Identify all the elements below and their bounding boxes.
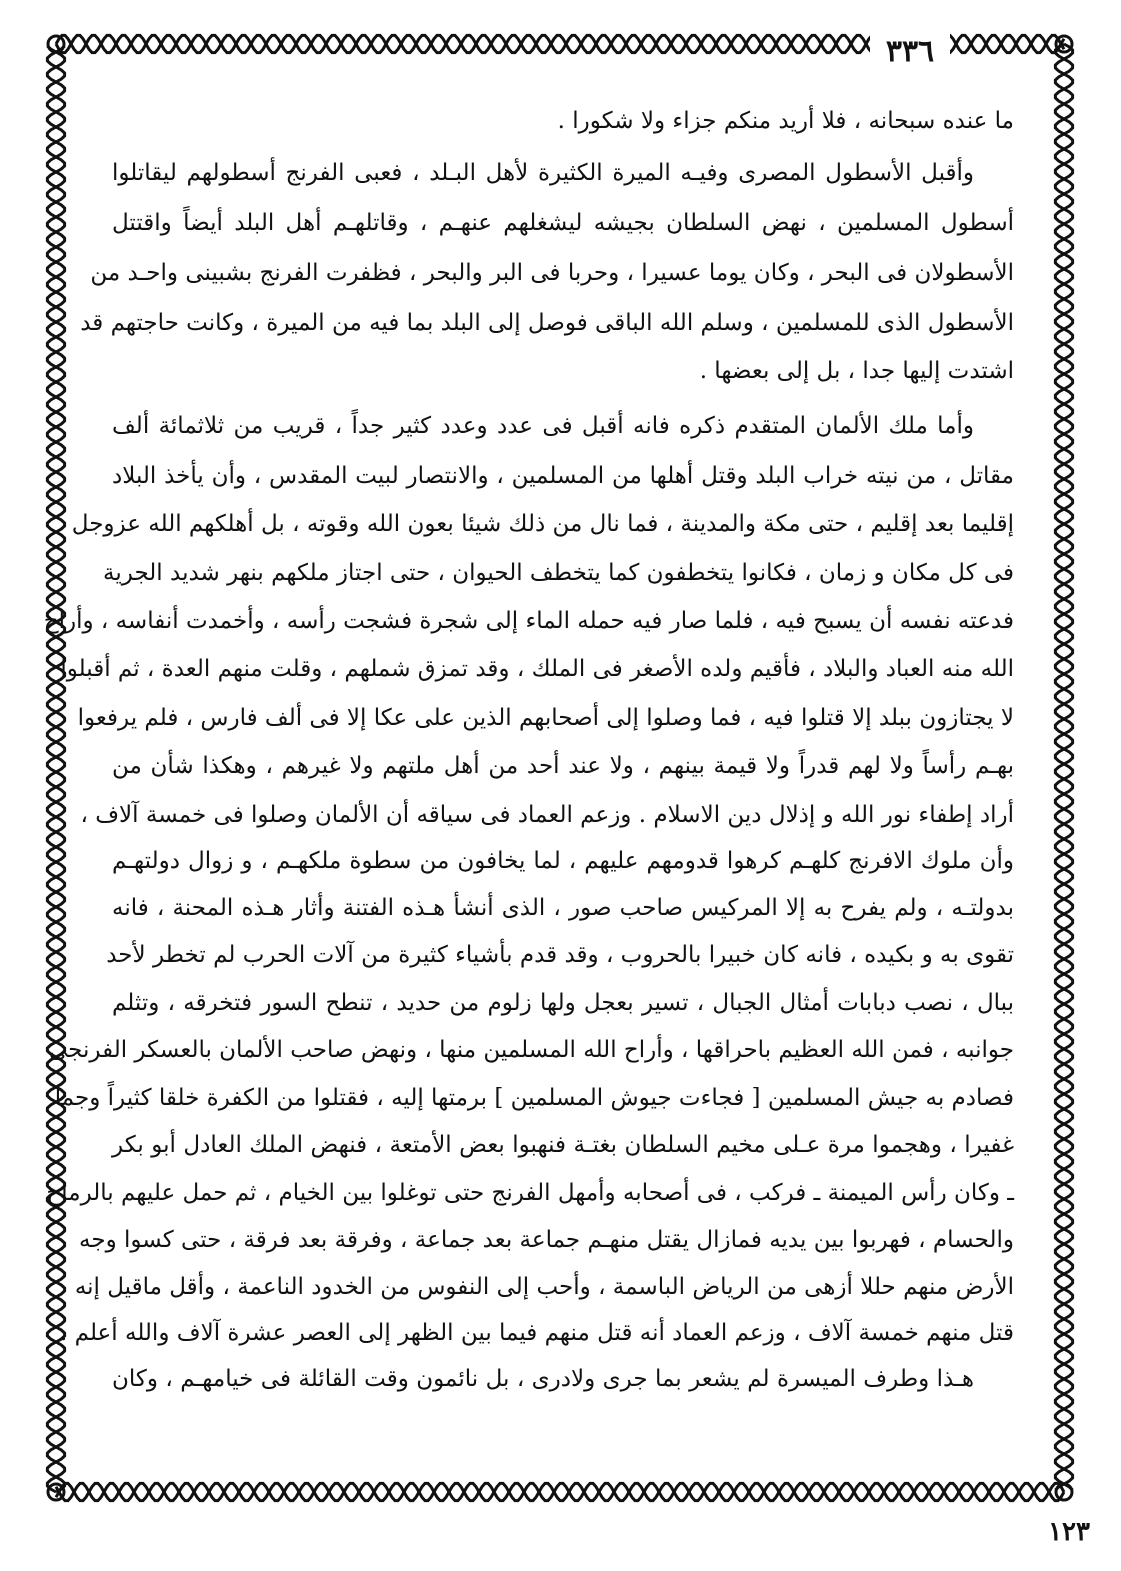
text-line: غفيرا ، وهجموا مرة عـلى مخيم السلطان بغتـة فنهبوا بعض الأمتعة ، فنهض الملك العادل أبو بكر	[112, 1132, 1014, 1158]
text-line: أراد إطفاء نور الله و إذلال دين الاسلام . وزعم العماد فى سياقه أن الألمان وصلوا فى خمسة آلاف ،	[80, 802, 1014, 828]
text-line: الأسطول الذى للمسلمين ، وسلم الله الباقى فوصل إلى البلد بما فيه من الميرة ، وكانت حاجتهم قد	[80, 310, 1014, 336]
text-line: ببال ، نصب دبابات أمثال الجبال ، تسير بعجل ولها زلوم من حديد ، تنطح السور فتخرقه ، وتثلم	[112, 990, 1014, 1016]
main-text	[43, 100, 1014, 1450]
text-line: ما عنده سبحانه ، فلا أريد منكم جزاء ولا شكورا .	[557, 108, 1014, 134]
text-line: فدعته نفسه أن يسبح فيه ، فلما صار فيه حمله الماء إلى شجرة فشجت رأسه ، وأخمدت أنفاسه ، وأراح	[43, 608, 1014, 634]
text-line: وأما ملك الألمان المتقدم ذكره فانه أقبل فى عدد وعدد كثير جداً ، قريب من ثلاثمائة ألف	[112, 413, 974, 439]
text-line: تقوى به و بكيده ، فانه كان خبيرا بالحروب ، وقد قدم بأشياء كثيرة من آلات الحرب لم تخطر لأحد	[106, 942, 1014, 968]
text-line: اشتدت إليها جدا ، بل إلى بعضها .	[699, 358, 1014, 384]
text-line: الأسطولان فى البحر ، وكان يوما عسيرا ، وحربا فى البر والبحر ، فظفرت الفرنج بشبينى واحـد من	[90, 260, 1014, 286]
text-line: هـذا وطرف الميسرة لم يشعر بما جرى ولادرى ، بل نائمون وقت القائلة فى خيامهـم ، وكان	[112, 1366, 974, 1392]
text-line: وأقبل الأسطول المصرى وفيـه الميرة الكثيرة لأهل البـلد ، فعبى الفرنج أسطولهم ليقاتلوا	[112, 160, 974, 186]
text-line: الأرض منهم حللا أزهى من الرياض الباسمة ، وأحب إلى النفوس من الخدود الناعمة ، وأقل ماقيل إنه	[74, 1274, 1014, 1300]
text-line: بدولتـه ، ولم يفرح به إلا المركيس صاحب صور ، الذى أنشأ هـذه الفتنة وأثار هـذه المحنة ، فانه	[112, 895, 1014, 921]
signature-mark: ١٢٣	[1048, 1517, 1090, 1547]
text-line: أسطول المسلمين ، نهض السلطان بجيشه ليشغلهم عنهـم ، وقاتلهـم أهل البلد أيضاً واقتتل	[112, 210, 1014, 236]
text-line: بهـم رأساً ولا لهم قدراً ولا قيمة بينهم ، ولا عند أحد من أهل ملتهم ولا غيرهم ، وهكذا شأن من	[112, 753, 1014, 779]
page-number: ٣٣٦	[870, 32, 950, 72]
text-line: جوانبه ، فمن الله العظيم باحراقها ، وأراح الله المسلمين منها ، ونهض صاحب الألمان بالعسكر الفرنجى	[48, 1037, 1014, 1063]
text-line: قتل منهم خمسة آلاف ، وزعم العماد أنه قتل منهم فيما بين الظهر إلى العصر عشرة آلاف والله أعلم .	[60, 1320, 1014, 1346]
text-line: إقليما بعد إقليم ، حتى مكة والمدينة ، فما نال من ذلك شيئا بعون الله وقوته ، بل أهلكهم الله عزوجل	[71, 511, 1014, 537]
text-line: مقاتل ، من نيته خراب البلد وقتل أهلها من المسلمين ، والانتصار لبيت المقدس ، وأن يأخذ البلاد	[112, 463, 1014, 489]
text-line: فصادم به جيش المسلمين [ فجاءت جيوش المسلمين ] برمتها إليه ، فقتلوا من الكفرة خلقا كثيراً وجما	[54, 1085, 1014, 1111]
text-line: وأن ملوك الافرنج كلهـم كرهوا قدومهم عليهم ، لما يخافون من سطوة ملكهـم ، و زوال دولتهـم	[112, 848, 1014, 874]
text-line: فى كل مكان و زمان ، فكانوا يتخطفون كما يتخطف الحيوان ، حتى اجتاز ملكهم بنهر شديد الجرية	[103, 560, 1014, 586]
text-line: لا يجتازون ببلد إلا قتلوا فيه ، فما وصلوا إلى أصحابهم الذين على عكا إلا فى ألف فارس ، فلم يرفعوا	[77, 705, 1014, 731]
text-line: والحسام ، فهربوا بين يديه فمازال يقتل منهـم جماعة بعد جماعة ، وفرقة بعد فرقة ، حتى كسوا وجه	[79, 1227, 1014, 1253]
text-line: الله منه العباد والبلاد ، فأقيم ولده الأصغر فى الملك ، وقد تمزق شملهم ، وقلت منهم العدة ، ثم أقبلوا	[60, 656, 1014, 682]
text-line: ـ وكان رأس الميمنة ـ فركب ، فى أصحابه وأمهل الفرنج حتى توغلوا بين الخيام ، ثم حمل عليهم بالرماح	[46, 1180, 1014, 1206]
